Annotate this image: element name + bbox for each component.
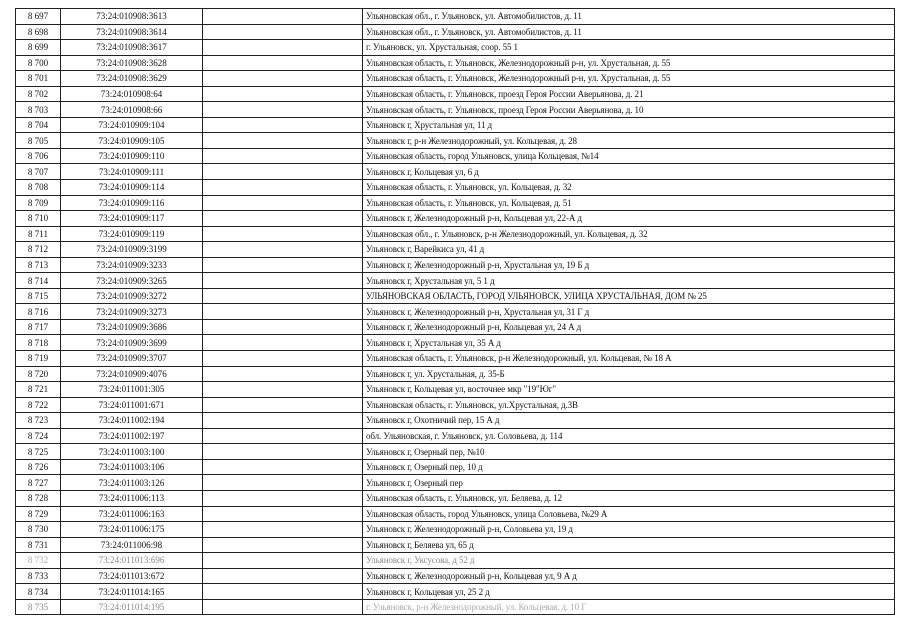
row-number-cell: 8 714 — [16, 273, 61, 289]
address-cell: Ульяновская область, г. Ульяновск, ул. Беляева, д. 12 — [363, 490, 895, 506]
table-row — [16, 257, 895, 273]
empty-cell — [203, 71, 363, 87]
empty-cell — [203, 397, 363, 413]
row-number-cell: 8 726 — [16, 459, 61, 475]
table-row — [16, 475, 895, 491]
row-number-cell: 8 699 — [16, 40, 61, 56]
row-number-cell: 8 715 — [16, 288, 61, 304]
empty-cell — [203, 335, 363, 351]
address-cell: Ульяновск г, Железнодорожный р-н, Хрустальная ул, 31 Г д — [363, 304, 895, 320]
table-row — [16, 366, 895, 382]
row-number-cell: 8 713 — [16, 257, 61, 273]
empty-cell — [203, 319, 363, 335]
row-number-cell: 8 733 — [16, 568, 61, 584]
table-row — [16, 226, 895, 242]
empty-cell — [203, 24, 363, 40]
table-row — [16, 599, 895, 615]
row-number-cell: 8 719 — [16, 351, 61, 367]
empty-cell — [203, 133, 363, 149]
cadastral-number-cell: 73:24:010909:3272 — [61, 288, 203, 304]
table-row — [16, 55, 895, 71]
empty-cell — [203, 351, 363, 367]
empty-cell — [203, 148, 363, 164]
table-row — [16, 444, 895, 460]
row-number-cell: 8 700 — [16, 55, 61, 71]
empty-cell — [203, 195, 363, 211]
table-row — [16, 86, 895, 102]
empty-cell — [203, 288, 363, 304]
cadastral-number-cell: 73:24:011013:672 — [61, 568, 203, 584]
empty-cell — [203, 553, 363, 569]
empty-cell — [203, 522, 363, 538]
row-number-cell: 8 728 — [16, 490, 61, 506]
row-number-cell: 8 703 — [16, 102, 61, 118]
table-row — [16, 537, 895, 553]
row-number-cell: 8 709 — [16, 195, 61, 211]
table-row — [16, 242, 895, 258]
address-cell: Ульяновская область, г. Ульяновск, ул. Кольцевая, д. 51 — [363, 195, 895, 211]
row-number-cell: 8 701 — [16, 71, 61, 87]
empty-cell — [203, 459, 363, 475]
row-number-cell: 8 725 — [16, 444, 61, 460]
address-cell: Ульяновск г, ул. Хрустальная, д. 35-Б — [363, 366, 895, 382]
empty-cell — [203, 257, 363, 273]
row-number-cell: 8 698 — [16, 24, 61, 40]
row-number-cell: 8 730 — [16, 522, 61, 538]
cadastral-number-cell: 73:24:010909:3699 — [61, 335, 203, 351]
address-cell: Ульяновск г, Кольцевая ул, 25 2 д — [363, 584, 895, 600]
cadastral-number-cell: 73:24:010908:3614 — [61, 24, 203, 40]
table-row — [16, 288, 895, 304]
row-number-cell: 8 723 — [16, 413, 61, 429]
row-number-cell: 8 724 — [16, 428, 61, 444]
row-number-cell: 8 720 — [16, 366, 61, 382]
cadastral-register-table — [15, 8, 895, 615]
table-row — [16, 382, 895, 398]
cadastral-number-cell: 73:24:010909:116 — [61, 195, 203, 211]
cadastral-number-cell: 73:24:010909:105 — [61, 133, 203, 149]
row-number-cell: 8 697 — [16, 9, 61, 25]
empty-cell — [203, 164, 363, 180]
address-cell: Ульяновск г, Железнодорожный р-н, Кольцевая ул, 9 А д — [363, 568, 895, 584]
address-cell: Ульяновск г, Уксусова, д 52 д — [363, 553, 895, 569]
address-cell: Ульяновск г, Железнодорожный р-н, Кольцевая ул, 24 А д — [363, 319, 895, 335]
row-number-cell: 8 732 — [16, 553, 61, 569]
address-cell: Ульяновская область, г. Ульяновск, проезд Героя России Аверьянова, д. 21 — [363, 86, 895, 102]
table-row — [16, 413, 895, 429]
table-row — [16, 304, 895, 320]
address-cell: Ульяновск г, Беляева ул, 65 д — [363, 537, 895, 553]
row-number-cell: 8 729 — [16, 506, 61, 522]
row-number-cell: 8 731 — [16, 537, 61, 553]
address-cell: Ульяновская обл., г. Ульяновск, р-н Железнодорожный, ул. Кольцевая, д. 32 — [363, 226, 895, 242]
cadastral-number-cell: 73:24:011001:305 — [61, 382, 203, 398]
table-row — [16, 397, 895, 413]
row-number-cell: 8 722 — [16, 397, 61, 413]
address-cell: Ульяновская область, г. Ульяновск, проезд Героя России Аверьянова, д. 10 — [363, 102, 895, 118]
table-body — [16, 9, 895, 615]
table-row — [16, 319, 895, 335]
row-number-cell: 8 735 — [16, 599, 61, 615]
address-cell: Ульяновск г, Варейкиса ул, 41 д — [363, 242, 895, 258]
table-row — [16, 459, 895, 475]
empty-cell — [203, 55, 363, 71]
cadastral-number-cell: 73:24:010909:3686 — [61, 319, 203, 335]
table-row — [16, 148, 895, 164]
address-cell: Ульяновская область, г. Ульяновск, р-н Железнодорожный, ул. Кольцевая, № 18 А — [363, 351, 895, 367]
row-number-cell: 8 718 — [16, 335, 61, 351]
table-row — [16, 428, 895, 444]
cadastral-number-cell: 73:24:010908:66 — [61, 102, 203, 118]
row-number-cell: 8 705 — [16, 133, 61, 149]
cadastral-number-cell: 73:24:011006:175 — [61, 522, 203, 538]
address-cell: Ульяновск г, Озерный пер, №10 — [363, 444, 895, 460]
address-cell: Ульяновская обл., г. Ульяновск, ул. Автомобилистов, д. 11 — [363, 24, 895, 40]
table-row — [16, 351, 895, 367]
cadastral-number-cell: 73:24:011002:197 — [61, 428, 203, 444]
cadastral-number-cell: 73:24:010909:4076 — [61, 366, 203, 382]
table-row — [16, 490, 895, 506]
row-number-cell: 8 704 — [16, 117, 61, 133]
address-cell: Ульяновск г, Хрустальная ул, 5 1 д — [363, 273, 895, 289]
address-cell: Ульяновск г, Хрустальная ул, 35 А д — [363, 335, 895, 351]
cadastral-number-cell: 73:24:010908:3628 — [61, 55, 203, 71]
cadastral-number-cell: 73:24:011006:163 — [61, 506, 203, 522]
cadastral-number-cell: 73:24:011001:671 — [61, 397, 203, 413]
address-cell: Ульяновск г, р-н Железнодорожный, ул. Кольцевая, д. 28 — [363, 133, 895, 149]
table-row — [16, 117, 895, 133]
row-number-cell: 8 711 — [16, 226, 61, 242]
address-cell: Ульяновск г, Железнодорожный р-н, Кольцевая ул, 22-А д — [363, 211, 895, 227]
row-number-cell: 8 707 — [16, 164, 61, 180]
address-cell: Ульяновск г, Железнодорожный р-н, Хрустальная ул, 19 Б д — [363, 257, 895, 273]
empty-cell — [203, 490, 363, 506]
address-cell: Ульяновская область, г. Ульяновск, Железнодорожный р-н, ул. Хрустальная, д. 55 — [363, 71, 895, 87]
empty-cell — [203, 537, 363, 553]
address-cell: Ульяновск г, Кольцевая ул, восточнее мкр "19"Юг" — [363, 382, 895, 398]
cadastral-number-cell: 73:24:011006:98 — [61, 537, 203, 553]
row-number-cell: 8 710 — [16, 211, 61, 227]
empty-cell — [203, 102, 363, 118]
empty-cell — [203, 273, 363, 289]
cadastral-number-cell: 73:24:010909:104 — [61, 117, 203, 133]
table-row — [16, 9, 895, 25]
row-number-cell: 8 727 — [16, 475, 61, 491]
empty-cell — [203, 599, 363, 615]
table-row — [16, 40, 895, 56]
address-cell: Ульяновская область, город Ульяновск, улица Соловьева, №29 А — [363, 506, 895, 522]
address-cell: УЛЬЯНОВСКАЯ ОБЛАСТЬ, ГОРОД УЛЬЯНОВСК, УЛИЦА ХРУСТАЛЬНАЯ, ДОМ № 25 — [363, 288, 895, 304]
empty-cell — [203, 40, 363, 56]
table-row — [16, 71, 895, 87]
row-number-cell: 8 712 — [16, 242, 61, 258]
cadastral-number-cell: 73:24:010908:3617 — [61, 40, 203, 56]
cadastral-number-cell: 73:24:010909:3265 — [61, 273, 203, 289]
address-cell: Ульяновск г, Охотничий пер, 15 А д — [363, 413, 895, 429]
address-cell: Ульяновск г, Озерный пер, 10 д — [363, 459, 895, 475]
table-row — [16, 24, 895, 40]
table-row — [16, 506, 895, 522]
row-number-cell: 8 702 — [16, 86, 61, 102]
row-number-cell: 8 717 — [16, 319, 61, 335]
cadastral-number-cell: 73:24:011002:194 — [61, 413, 203, 429]
empty-cell — [203, 226, 363, 242]
empty-cell — [203, 366, 363, 382]
table-row — [16, 102, 895, 118]
cadastral-number-cell: 73:24:010909:117 — [61, 211, 203, 227]
table-row — [16, 180, 895, 196]
empty-cell — [203, 382, 363, 398]
cadastral-number-cell: 73:24:010909:3273 — [61, 304, 203, 320]
cadastral-number-cell: 73:24:010909:3233 — [61, 257, 203, 273]
address-cell: обл. Ульяновская, г. Ульяновск, ул. Соловьева, д. 114 — [363, 428, 895, 444]
table-row — [16, 584, 895, 600]
cadastral-number-cell: 73:24:010908:64 — [61, 86, 203, 102]
table-row — [16, 553, 895, 569]
empty-cell — [203, 475, 363, 491]
cadastral-number-cell: 73:24:011014:195 — [61, 599, 203, 615]
table-row — [16, 522, 895, 538]
cadastral-number-cell: 73:24:010909:111 — [61, 164, 203, 180]
cadastral-number-cell: 73:24:011014:165 — [61, 584, 203, 600]
cadastral-number-cell: 73:24:011013:696 — [61, 553, 203, 569]
row-number-cell: 8 721 — [16, 382, 61, 398]
address-cell: Ульяновская область, г. Ульяновск, Железнодорожный р-н, ул. Хрустальная, д. 55 — [363, 55, 895, 71]
cadastral-number-cell: 73:24:010909:3199 — [61, 242, 203, 258]
address-cell: г. Ульяновск, ул. Хрустальная, соор. 55 1 — [363, 40, 895, 56]
row-number-cell: 8 716 — [16, 304, 61, 320]
empty-cell — [203, 444, 363, 460]
empty-cell — [203, 242, 363, 258]
table-row — [16, 164, 895, 180]
row-number-cell: 8 706 — [16, 148, 61, 164]
address-cell: Ульяновская область, г. Ульяновск, ул.Хрустальная, д.3В — [363, 397, 895, 413]
empty-cell — [203, 180, 363, 196]
table-row — [16, 195, 895, 211]
address-cell: Ульяновская обл., г. Ульяновск, ул. Автомобилистов, д. 11 — [363, 9, 895, 25]
empty-cell — [203, 9, 363, 25]
empty-cell — [203, 428, 363, 444]
empty-cell — [203, 413, 363, 429]
table-row — [16, 568, 895, 584]
row-number-cell: 8 708 — [16, 180, 61, 196]
table-row — [16, 133, 895, 149]
empty-cell — [203, 304, 363, 320]
empty-cell — [203, 211, 363, 227]
cadastral-number-cell: 73:24:011003:100 — [61, 444, 203, 460]
address-cell: Ульяновск г, Хрустальная ул, 11 д — [363, 117, 895, 133]
cadastral-number-cell: 73:24:011003:126 — [61, 475, 203, 491]
row-number-cell: 8 734 — [16, 584, 61, 600]
address-cell: Ульяновск г, Кольцевая ул, 6 д — [363, 164, 895, 180]
cadastral-number-cell: 73:24:010909:114 — [61, 180, 203, 196]
table-row — [16, 211, 895, 227]
cadastral-number-cell: 73:24:010908:3613 — [61, 9, 203, 25]
address-cell: г. Ульяновск, р-н Железнодорожный, ул. Кольцевая, д. 10 Г — [363, 599, 895, 615]
address-cell: Ульяновская область, г. Ульяновск, ул. Кольцевая, д. 32 — [363, 180, 895, 196]
cadastral-number-cell: 73:24:011003:106 — [61, 459, 203, 475]
cadastral-number-cell: 73:24:010908:3629 — [61, 71, 203, 87]
cadastral-number-cell: 73:24:011006:113 — [61, 490, 203, 506]
empty-cell — [203, 568, 363, 584]
empty-cell — [203, 86, 363, 102]
empty-cell — [203, 506, 363, 522]
address-cell: Ульяновск г, Озерный пер — [363, 475, 895, 491]
table-row — [16, 273, 895, 289]
cadastral-number-cell: 73:24:010909:3707 — [61, 351, 203, 367]
address-cell: Ульяновск г, Железнодорожный р-н, Соловьева ул, 19 д — [363, 522, 895, 538]
address-cell: Ульяновская область, город Ульяновск, улица Кольцевая, №14 — [363, 148, 895, 164]
table-row — [16, 335, 895, 351]
cadastral-number-cell: 73:24:010909:119 — [61, 226, 203, 242]
empty-cell — [203, 584, 363, 600]
cadastral-number-cell: 73:24:010909:110 — [61, 148, 203, 164]
empty-cell — [203, 117, 363, 133]
